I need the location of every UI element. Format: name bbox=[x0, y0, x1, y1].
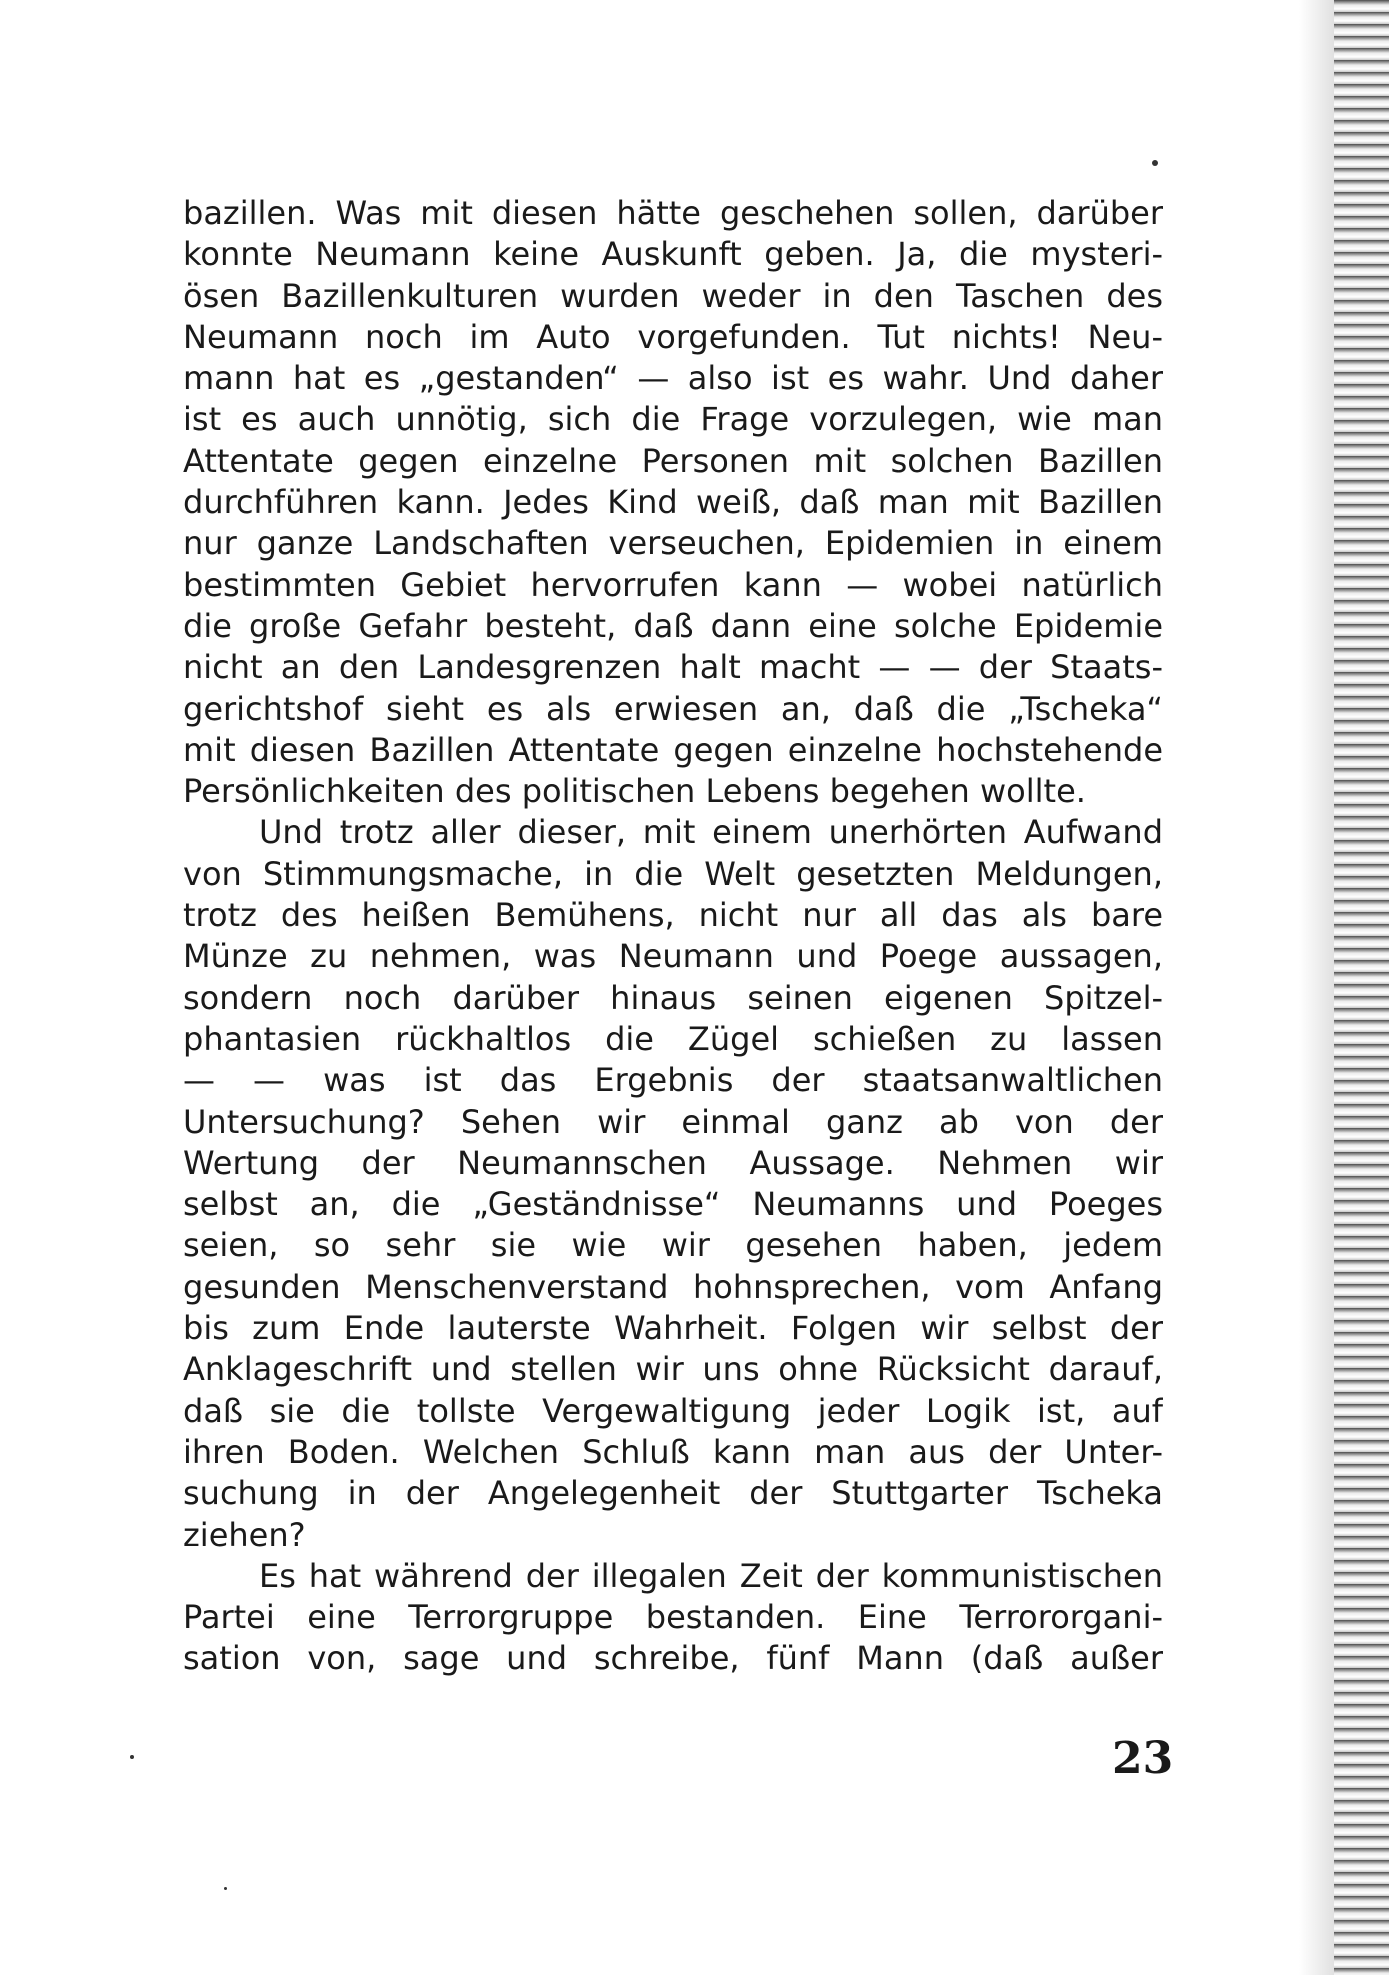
text-line: suchung in der Angelegenheit der Stuttgarter Tscheka bbox=[183, 1474, 1163, 1513]
text-line: seien, so sehr sie wie wir gesehen haben, jedem bbox=[183, 1226, 1163, 1265]
text-line: ihren Boden. Welchen Schluß kann man aus der Unter- bbox=[183, 1432, 1163, 1471]
text-line: — — was ist das Ergebnis der staatsanwaltlichen bbox=[183, 1061, 1163, 1100]
text-line: mit diesen Bazillen Attentate gegen einzelne hochstehende bbox=[183, 730, 1163, 769]
text-line: bestimmten Gebiet hervorrufen kann — wobei natürlich bbox=[183, 565, 1163, 604]
text-line: phantasien rückhaltlos die Zügel schießen zu lassen bbox=[183, 1019, 1163, 1058]
text-line: Persönlichkeiten des politischen Lebens begehen wollte. bbox=[183, 772, 1086, 811]
text-line: sondern noch darüber hinaus seinen eigenen Spitzel- bbox=[183, 978, 1163, 1017]
text-line: Es hat während der illegalen Zeit der kommunistischen bbox=[259, 1556, 1163, 1595]
text-line: daß sie die tollste Vergewaltigung jeder Logik ist, auf bbox=[183, 1391, 1163, 1430]
text-line: ist es auch unnötig, sich die Frage vorzulegen, wie man bbox=[183, 400, 1163, 439]
text-line: mann hat es „gestanden“ — also ist es wahr. Und daher bbox=[183, 359, 1163, 398]
text-line: Neumann noch im Auto vorgefunden. Tut nichts! Neu- bbox=[183, 317, 1163, 356]
text-line: Attentate gegen einzelne Personen mit solchen Bazillen bbox=[183, 441, 1163, 480]
text-line: nur ganze Landschaften verseuchen, Epidemien in einem bbox=[183, 524, 1163, 563]
text-line: Wertung der Neumannschen Aussage. Nehmen wir bbox=[183, 1143, 1163, 1182]
page-number: 23 bbox=[1112, 1733, 1174, 1784]
text-line: von Stimmungsmache, in die Welt gesetzten Meldungen, bbox=[183, 854, 1163, 893]
page-edge bbox=[1334, 0, 1389, 1975]
page-edge-shadow bbox=[1299, 0, 1334, 1975]
speck bbox=[224, 1887, 227, 1890]
text-line: selbst an, die „Geständnisse“ Neumanns und Poeges bbox=[183, 1185, 1163, 1224]
body-text bbox=[183, 193, 1163, 1680]
text-line: gesunden Menschenverstand hohnsprechen, vom Anfang bbox=[183, 1267, 1163, 1306]
text-line: Münze zu nehmen, was Neumann und Poege aussagen, bbox=[183, 937, 1163, 976]
text-line: gerichtshof sieht es als erwiesen an, daß die „Tscheka“ bbox=[183, 689, 1163, 728]
text-line: konnte Neumann keine Auskunft geben. Ja, die mysteri- bbox=[183, 235, 1163, 274]
speck bbox=[130, 1755, 134, 1759]
text-line: Partei eine Terrorgruppe bestanden. Eine Terrororgani- bbox=[183, 1598, 1163, 1637]
text-line: Untersuchung? Sehen wir einmal ganz ab von der bbox=[183, 1102, 1163, 1141]
text-line: durchführen kann. Jedes Kind weiß, daß man mit Bazillen bbox=[183, 483, 1163, 522]
text-line: sation von, sage und schreibe, fünf Mann (daß außer bbox=[183, 1639, 1163, 1678]
text-line: nicht an den Landesgrenzen halt macht — — der Staats- bbox=[183, 648, 1163, 687]
speck bbox=[1152, 160, 1158, 166]
text-line: Anklageschrift und stellen wir uns ohne Rücksicht darauf, bbox=[183, 1350, 1163, 1389]
text-line: bis zum Ende lauterste Wahrheit. Folgen wir selbst der bbox=[183, 1309, 1163, 1348]
text-line: Und trotz aller dieser, mit einem unerhörten Aufwand bbox=[259, 813, 1163, 852]
text-line: ziehen? bbox=[183, 1515, 306, 1554]
text-line: die große Gefahr besteht, daß dann eine solche Epidemie bbox=[183, 606, 1163, 645]
text-line: trotz des heißen Bemühens, nicht nur all das als bare bbox=[183, 896, 1163, 935]
text-line: ösen Bazillenkulturen wurden weder in den Taschen des bbox=[183, 276, 1163, 315]
text-line: bazillen. Was mit diesen hätte geschehen sollen, darüber bbox=[183, 194, 1163, 232]
